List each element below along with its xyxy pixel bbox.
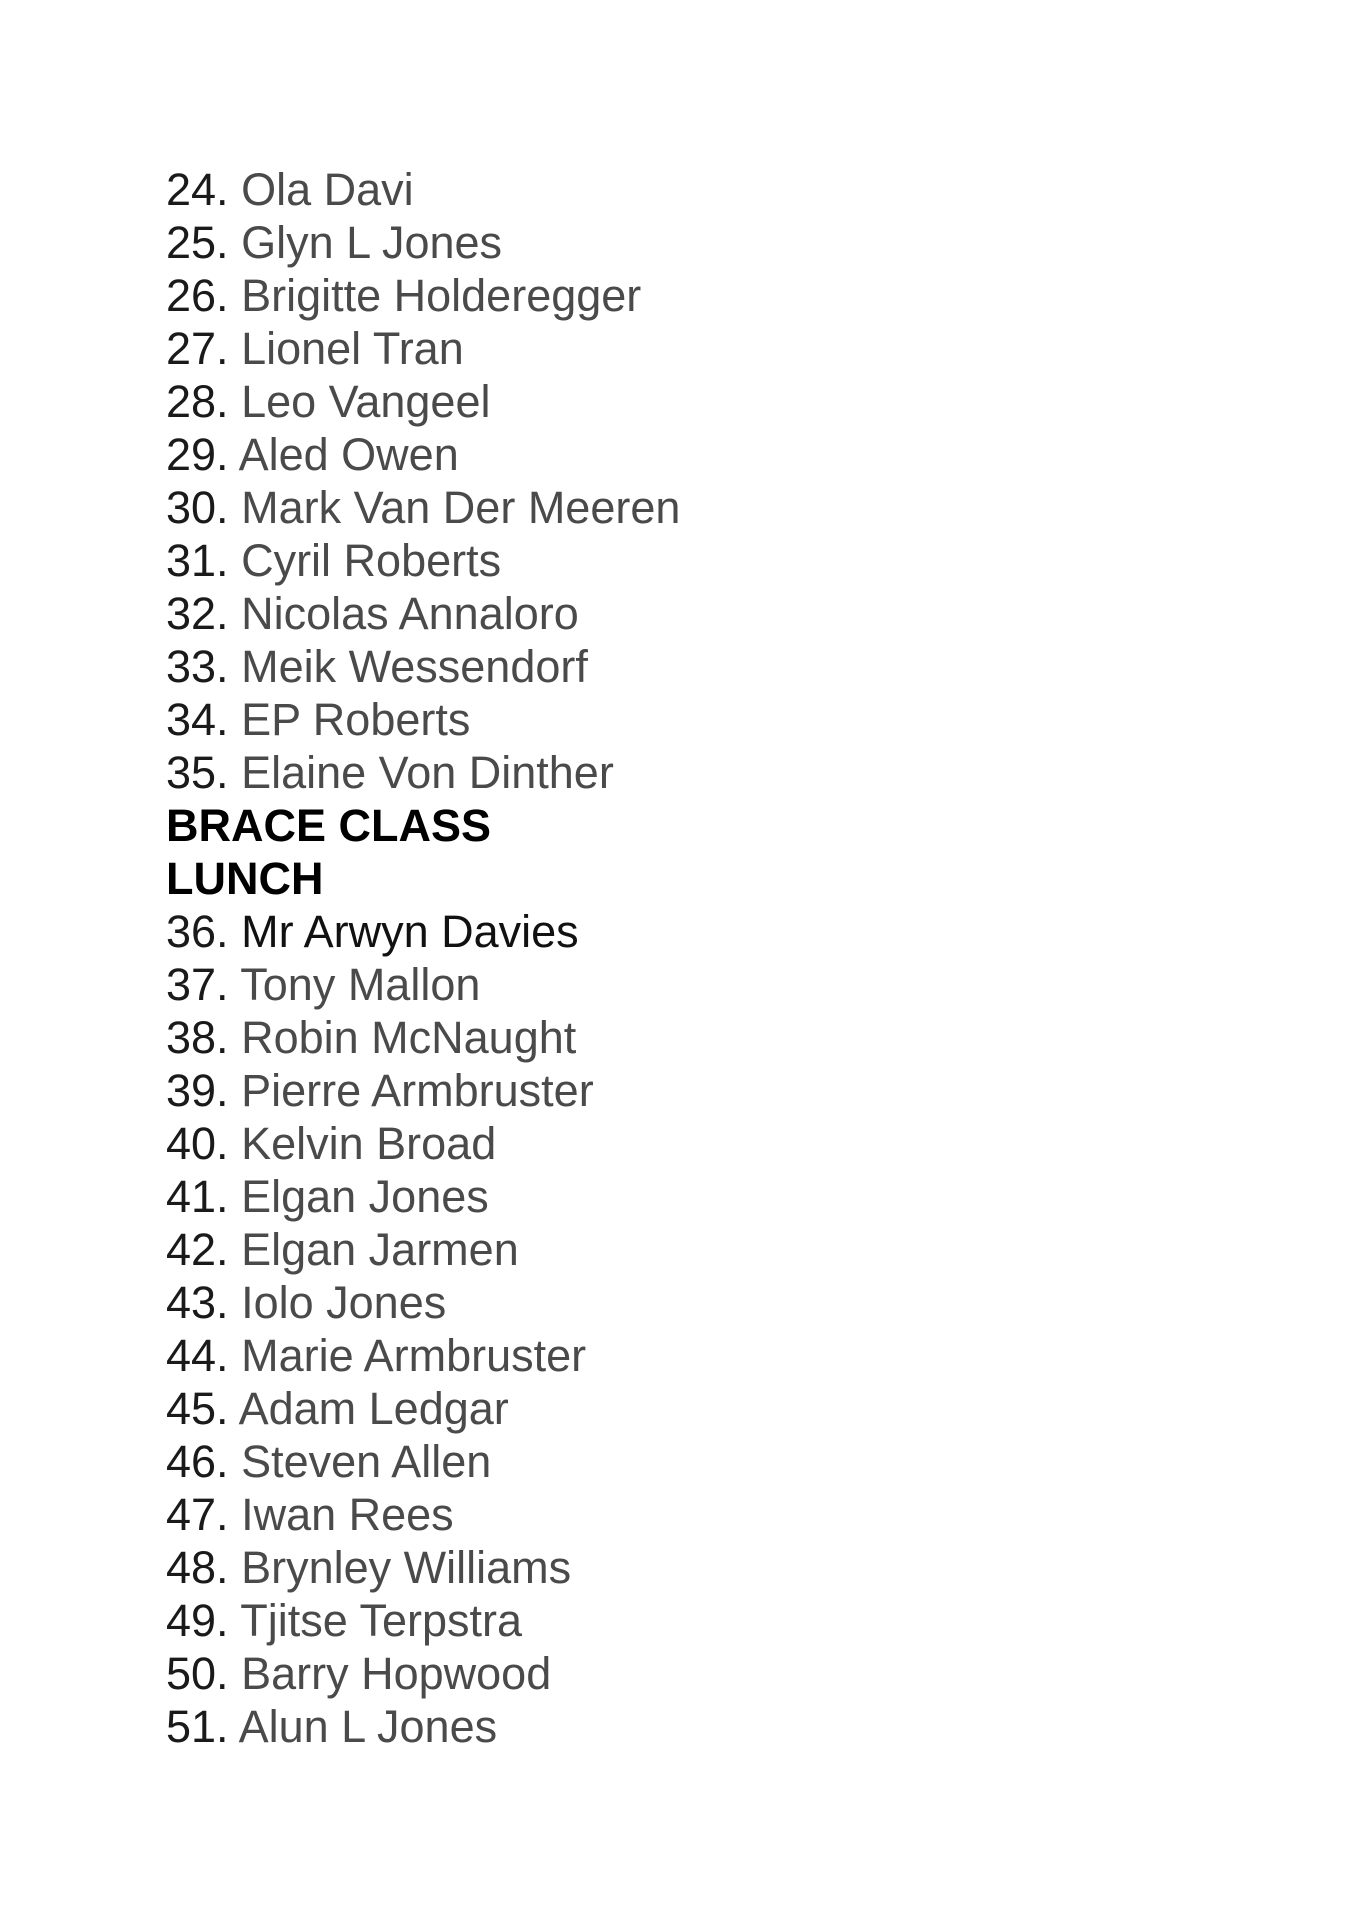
list-item (166, 375, 1066, 428)
list-item (166, 1700, 1066, 1753)
entry-name: Ola Davi (241, 164, 414, 215)
list-item (166, 1117, 1066, 1170)
entry-name: Iolo Jones (241, 1277, 447, 1328)
list-item (166, 163, 1066, 216)
entry-name: EP Roberts (241, 694, 471, 745)
entry-name: Tony Mallon (240, 959, 481, 1010)
entry-number: 36. (166, 906, 229, 957)
entry-number: 51. (166, 1701, 229, 1752)
list-item (166, 1329, 1066, 1382)
list-item (166, 322, 1066, 375)
entry-name: Brynley Williams (241, 1542, 572, 1593)
entry-name: Kelvin Broad (241, 1118, 497, 1169)
list-item (166, 1011, 1066, 1064)
entry-name: Elgan Jones (241, 1171, 489, 1222)
entry-number: 31. (166, 535, 229, 586)
list-item (166, 587, 1066, 640)
entry-name: Robin McNaught (241, 1012, 577, 1063)
entry-number: 50. (166, 1648, 229, 1699)
entry-name: Barry Hopwood (241, 1648, 552, 1699)
list-item (166, 216, 1066, 269)
entry-number: 49. (166, 1595, 229, 1646)
entry-name: Steven Allen (241, 1436, 492, 1487)
entry-number: 39. (166, 1065, 229, 1116)
entry-number: 29. (166, 429, 229, 480)
section-heading: BRACE CLASS (166, 800, 492, 851)
entry-name: Adam Ledgar (238, 1383, 509, 1434)
entry-name: Brigitte Holderegger (241, 270, 642, 321)
entry-number: 37. (166, 959, 229, 1010)
entry-name: Aled Owen (238, 429, 459, 480)
list-item (166, 958, 1066, 1011)
entry-list (166, 163, 1066, 1753)
entry-number: 33. (166, 641, 229, 692)
entry-number: 35. (166, 747, 229, 798)
entry-name: Iwan Rees (241, 1489, 454, 1540)
entry-name: Elaine Von Dinther (241, 747, 614, 798)
list-item (166, 1223, 1066, 1276)
entry-number: 25. (166, 217, 229, 268)
entry-number: 44. (166, 1330, 229, 1381)
list-item (166, 1435, 1066, 1488)
entry-name: Marie Armbruster (241, 1330, 587, 1381)
list-item (166, 1276, 1066, 1329)
list-item (166, 1488, 1066, 1541)
list-item (166, 481, 1066, 534)
entry-name: Glyn L Jones (241, 217, 503, 268)
entry-number: 34. (166, 694, 229, 745)
entry-number: 27. (166, 323, 229, 374)
section-heading: LUNCH (166, 853, 324, 904)
entry-number: 42. (166, 1224, 229, 1275)
entry-number: 38. (166, 1012, 229, 1063)
entry-number: 46. (166, 1436, 229, 1487)
entry-number: 26. (166, 270, 229, 321)
list-item (166, 1382, 1066, 1435)
entry-number: 47. (166, 1489, 229, 1540)
entry-name: Alun L Jones (238, 1701, 498, 1752)
entry-name: Meik Wessendorf (241, 641, 588, 692)
entry-number: 24. (166, 164, 229, 215)
list-item (166, 1170, 1066, 1223)
entry-name: Mr Arwyn Davies (241, 906, 579, 957)
entry-number: 30. (166, 482, 229, 533)
list-item (166, 1064, 1066, 1117)
list-item (166, 1541, 1066, 1594)
list-item (166, 1594, 1066, 1647)
entry-number: 48. (166, 1542, 229, 1593)
list-item (166, 746, 1066, 799)
list-item (166, 1647, 1066, 1700)
entry-name: Nicolas Annaloro (241, 588, 579, 639)
entry-number: 32. (166, 588, 229, 639)
entry-name: Cyril Roberts (241, 535, 502, 586)
list-item (166, 640, 1066, 693)
entry-name: Leo Vangeel (241, 376, 491, 427)
entry-number: 28. (166, 376, 229, 427)
list-item (166, 905, 1066, 958)
entry-name: Tjitse Terpstra (240, 1595, 523, 1646)
entry-number: 43. (166, 1277, 229, 1328)
list-item (166, 428, 1066, 481)
entry-number: 45. (166, 1383, 229, 1434)
entry-name: Mark Van Der Meeren (241, 482, 681, 533)
entry-name: Pierre Armbruster (241, 1065, 594, 1116)
entry-name: Lionel Tran (241, 323, 464, 374)
list-item (166, 693, 1066, 746)
list-item (166, 534, 1066, 587)
entry-number: 40. (166, 1118, 229, 1169)
entry-number: 41. (166, 1171, 229, 1222)
entry-name: Elgan Jarmen (241, 1224, 519, 1275)
list-item (166, 269, 1066, 322)
